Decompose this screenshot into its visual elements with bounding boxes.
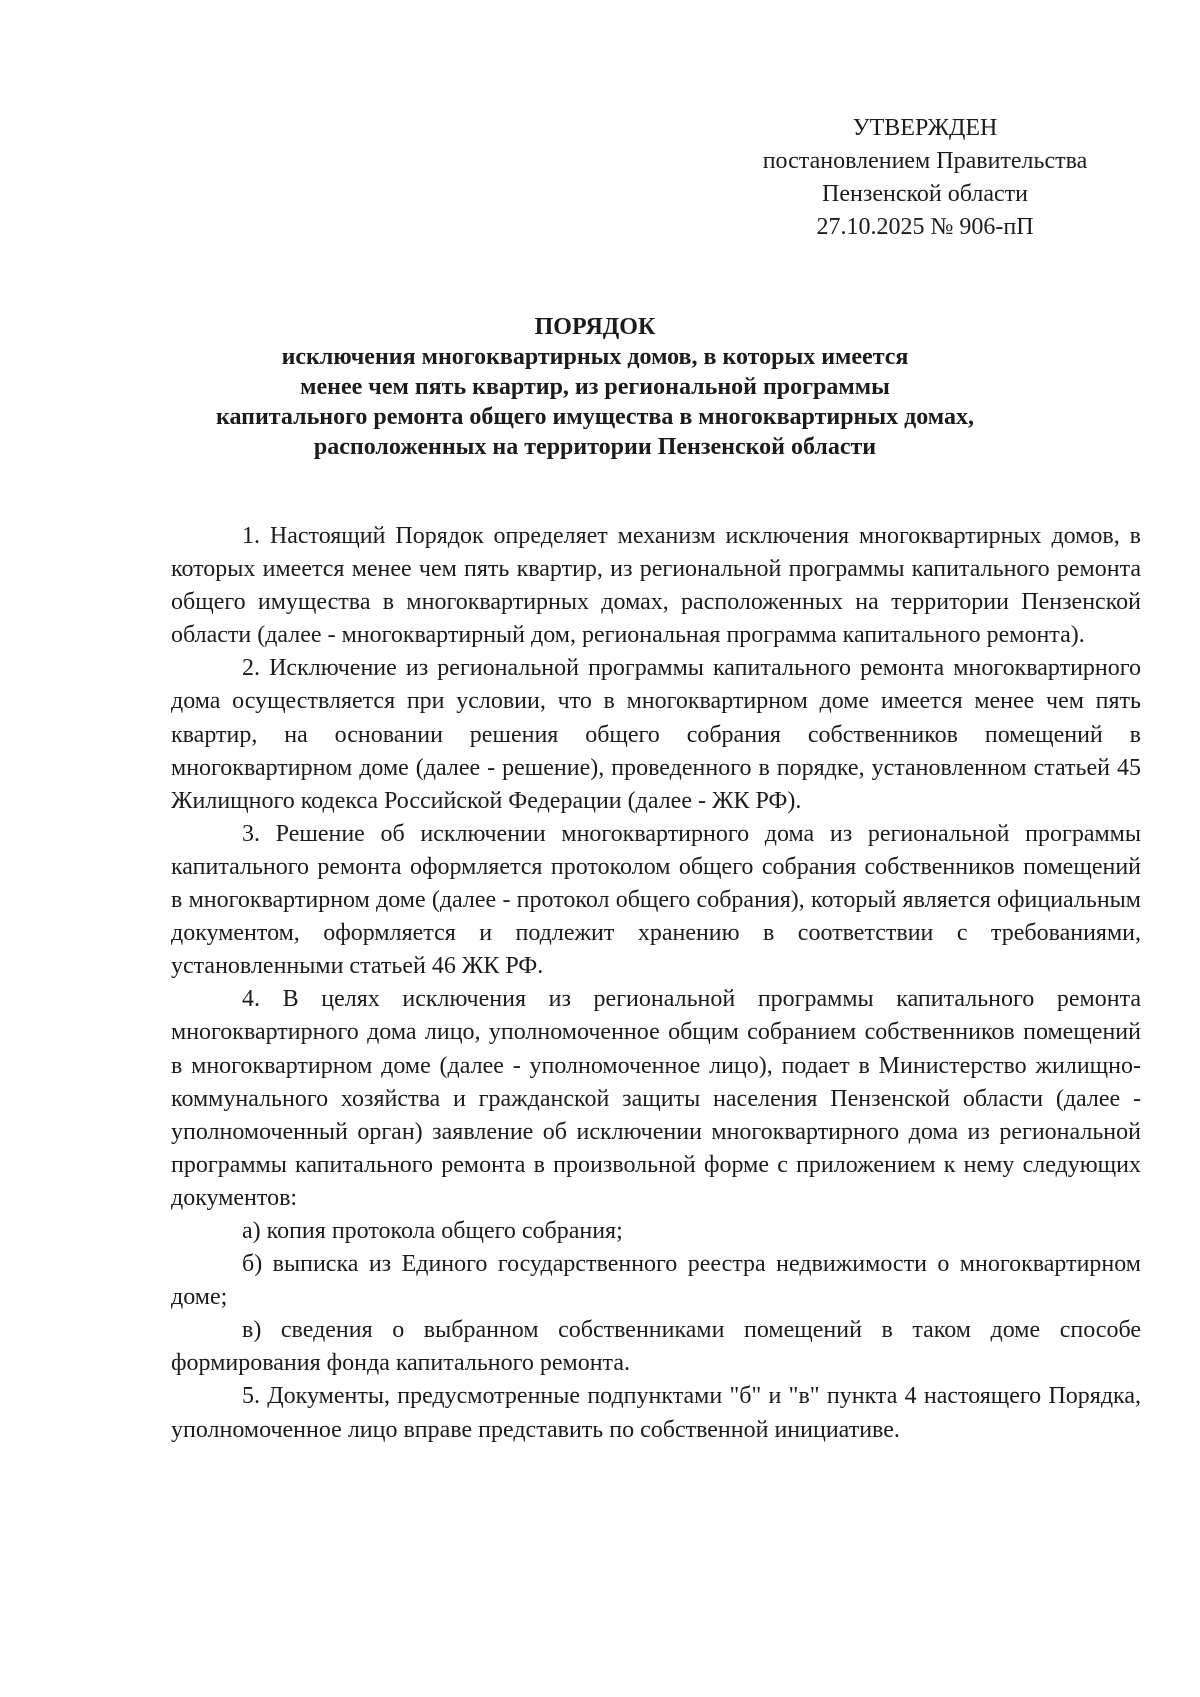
title-line: исключения многоквартирных домов, в которых имеется bbox=[281, 344, 909, 370]
subitem-v: в) сведения о выбранном собственниками помещений в таком доме способе формирования фонда капитального ремонта. bbox=[171, 1317, 1141, 1377]
approval-line-decree: постановлением Правительства bbox=[762, 148, 1088, 174]
approval-line-region: Пензенской области bbox=[822, 181, 1028, 207]
approval-stamp bbox=[735, 112, 1115, 244]
document-body bbox=[171, 520, 1141, 1447]
paragraph-5: 5. Документы, предусмотренные подпунктами "б" и "в" пункта 4 настоящего Порядка, уполномоченное лицо вправе представить по собственной инициативе. bbox=[171, 1383, 1141, 1443]
approval-line-date-number: 27.10.2025 № 906-пП bbox=[816, 214, 1034, 240]
paragraph-1: 1. Настоящий Порядок определяет механизм исключения многоквартирных домов, в которых имеется менее чем пять квартир, из региональной программы капитального ремонта общего имущества в многоквартирных домах, расположенных на территории Пензенской области (далее - многоквартирный дом, региональная программа капитального ремонта). bbox=[171, 523, 1141, 649]
document-title bbox=[150, 312, 1040, 462]
paragraph-2: 2. Исключение из региональной программы капитального ремонта многоквартирного дома осуществляется при условии, что в многоквартирном доме имеется менее чем пять квартир, на основании решения общего собрания собственников помещений в многоквартирном доме (далее - решение), проведенного в порядке, установленном статьей 45 Жилищного кодекса Российской Федерации (далее - ЖК РФ). bbox=[171, 655, 1141, 814]
paragraph-3: 3. Решение об исключении многоквартирного дома из региональной программы капитального ремонта оформляется протоколом общего собрания собственников помещений в многоквартирном доме (далее - протокол общего собрания), который является официальным документом, оформляется и подлежит хранению в соответствии с требованиями, установленными статьей 46 ЖК РФ. bbox=[171, 820, 1141, 980]
subitem-b: б) выписка из Единого государственного реестра недвижимости о многоквартирном доме; bbox=[171, 1251, 1141, 1311]
title-line: менее чем пять квартир, из региональной программы bbox=[300, 374, 890, 400]
title-line: капитального ремонта общего имущества в многоквартирных домах, bbox=[216, 404, 974, 430]
paragraph-4: 4. В целях исключения из региональной программы капитального ремонта многоквартирного дома лицо, уполномоченное общим собранием собственников помещений в многоквартирном доме (далее - уполномоченное лицо), подает в Министерство жилищно-коммунального хозяйства и гражданской защиты населения Пензенской области (далее - уполномоченный орган) заявление об исключении многоквартирного дома из региональной программы капитального ремонта в произвольной форме с приложением к нему следующих документов: bbox=[171, 986, 1141, 1211]
approval-line-approved: УТВЕРЖДЕН bbox=[852, 115, 998, 141]
subitem-a: а) копия протокола общего собрания; bbox=[242, 1217, 623, 1244]
title-line: расположенных на территории Пензенской области bbox=[313, 434, 877, 460]
title-heading: ПОРЯДОК bbox=[534, 314, 656, 340]
